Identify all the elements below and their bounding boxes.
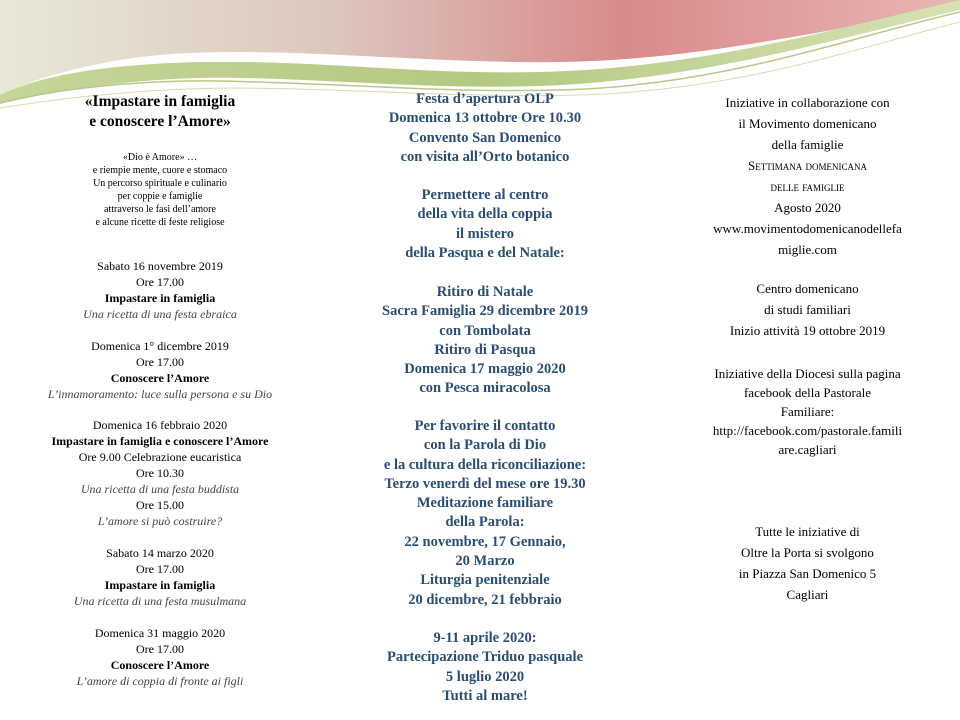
event-time: Ore 17.00: [136, 355, 184, 369]
event-block: [0, 258, 320, 322]
program-intro: [0, 151, 320, 229]
intro-line: «Dio è Amore» …: [122, 152, 198, 163]
text-line: della Pasqua e del Natale:: [405, 244, 565, 261]
text-line: Agosto 2020: [774, 200, 841, 215]
text-line: della vita della coppia: [417, 206, 553, 223]
event-title: Impastare in famiglia e conoscere l’Amore: [51, 434, 269, 448]
opening-feast-block: [320, 90, 650, 167]
event-block: [0, 338, 320, 402]
website-url[interactable]: www.movimentodomenicanodellefa: [713, 221, 902, 236]
text-line: Tutte le iniziative di: [755, 524, 860, 539]
text-line: della Parola:: [445, 514, 525, 531]
intro-line: attraverso le fasi dell’amore: [104, 204, 216, 215]
text-line: Partecipazione Triduo pasquale: [386, 649, 584, 666]
text-line: Cagliari: [786, 587, 829, 602]
text-line: in Piazza San Domenico 5: [738, 566, 877, 581]
text-line: Meditazione familiare: [416, 495, 554, 512]
facebook-link[interactable]: are.cagliari: [778, 442, 837, 457]
event-time: Ore 9.00 Celebrazione eucaristica: [78, 450, 242, 464]
event-date: Domenica 31 maggio 2020: [94, 626, 226, 640]
event-time: Ore 17.00: [136, 562, 184, 576]
text-line: Familiare:: [780, 404, 835, 419]
location-block: [655, 521, 960, 605]
collaboration-block: [655, 92, 960, 260]
text-line: il mistero: [455, 225, 515, 242]
triduum-block: [320, 629, 650, 706]
text-line: 20 Marzo: [455, 553, 515, 570]
event-subtitle: L’amore si può costruire?: [97, 514, 223, 528]
intro-line: e riempie mente, cuore e stomaco: [92, 165, 228, 176]
event-title: Conoscere l’Amore: [110, 371, 210, 385]
text-line: Settimana domenicana: [748, 158, 867, 173]
text-line: Centro domenicano: [756, 281, 859, 296]
text-line: Convento San Domenico: [408, 129, 562, 146]
diocese-block: [655, 364, 960, 459]
text-line: Iniziative della Diocesi sulla pagina: [714, 366, 901, 381]
event-block: [0, 417, 320, 529]
text-line: 9-11 aprile 2020:: [433, 630, 537, 646]
facebook-link[interactable]: http://facebook.com/pastorale.famili: [712, 423, 903, 438]
text-line: Iniziative in collaborazione con: [725, 95, 890, 110]
event-date: Domenica 1° dicembre 2019: [91, 339, 229, 353]
text-line: 22 novembre, 17 Gennaio,: [404, 533, 566, 550]
text-line: il Movimento domenicano: [738, 116, 877, 131]
text-line: Terzo venerdì del mese ore 19.30: [384, 475, 586, 492]
intro-line: e alcune ricette di feste religiose: [95, 217, 225, 228]
retreats-block: [320, 283, 650, 399]
text-line: Ritiro di Natale: [436, 284, 534, 300]
event-subtitle: Una ricetta di una festa buddista: [80, 482, 240, 496]
event-block: [0, 625, 320, 689]
text-line: delle famiglie: [770, 179, 845, 194]
event-title: Impastare in famiglia: [104, 578, 216, 592]
text-line: Sacra Famiglia 29 dicembre 2019: [382, 303, 588, 320]
event-block: [0, 545, 320, 609]
text-line: e la cultura della riconciliazione:: [383, 456, 587, 473]
text-line: facebook della Pastorale: [743, 385, 872, 400]
text-line: 20 dicembre, 21 febbraio: [408, 591, 562, 608]
event-time: Ore 10.30: [136, 466, 184, 480]
word-of-god-block: [320, 417, 650, 610]
event-subtitle: Una ricetta di una festa musulmana: [73, 594, 247, 608]
text-line: Domenica 17 maggio 2020: [404, 361, 566, 378]
event-title: Impastare in famiglia: [104, 291, 216, 305]
text-line: con Pesca miracolosa: [419, 380, 551, 397]
event-date: Sabato 16 novembre 2019: [97, 259, 223, 273]
event-time: Ore 17.00: [136, 642, 184, 656]
text-line: Tutti al mare!: [442, 687, 528, 704]
event-title: Conoscere l’Amore: [110, 658, 210, 672]
event-date: Sabato 14 marzo 2020: [106, 546, 214, 560]
text-line: di studi familiari: [764, 302, 851, 317]
title-line: e conoscere l’Amore»: [89, 113, 231, 130]
mystery-block: [320, 186, 650, 263]
event-subtitle: Una ricetta di una festa ebraica: [83, 307, 237, 321]
text-line: Inizio attività 19 ottobre 2019: [729, 323, 886, 338]
event-subtitle: L’amore di coppia di fronte ai figli: [76, 674, 244, 688]
website-url[interactable]: miglie.com: [778, 242, 837, 257]
study-centre-block: [655, 278, 960, 341]
event-time: Ore 15.00: [136, 498, 184, 512]
title-line: «Impastare in famiglia: [84, 93, 236, 110]
text-line: Festa d’apertura OLP: [416, 91, 554, 107]
text-line: con visita all’Orto botanico: [400, 148, 570, 165]
intro-line: Un percorso spirituale e culinario: [93, 178, 227, 189]
event-subtitle: L’innamoramento: luce sulla persona e su Dio: [47, 387, 273, 401]
text-line: Permettere al centro: [421, 187, 549, 203]
event-date: Domenica 16 febbraio 2020: [92, 418, 228, 432]
text-line: della famiglie: [771, 137, 844, 152]
event-time: Ore 17.00: [136, 275, 184, 289]
text-line: 5 luglio 2020: [445, 668, 525, 685]
text-line: con la Parola di Dio: [423, 437, 547, 454]
text-line: Per favorire il contatto: [414, 418, 556, 434]
program-title: [0, 92, 320, 132]
text-line: Ritiro di Pasqua: [434, 341, 536, 358]
text-line: Domenica 13 ottobre Ore 10.30: [388, 110, 582, 127]
text-line: Oltre la Porta si svolgono: [741, 545, 874, 560]
text-line: con Tombolata: [439, 322, 531, 339]
text-line: Liturgia penitenziale: [420, 572, 550, 589]
intro-line: per coppie e famiglie: [117, 191, 203, 202]
